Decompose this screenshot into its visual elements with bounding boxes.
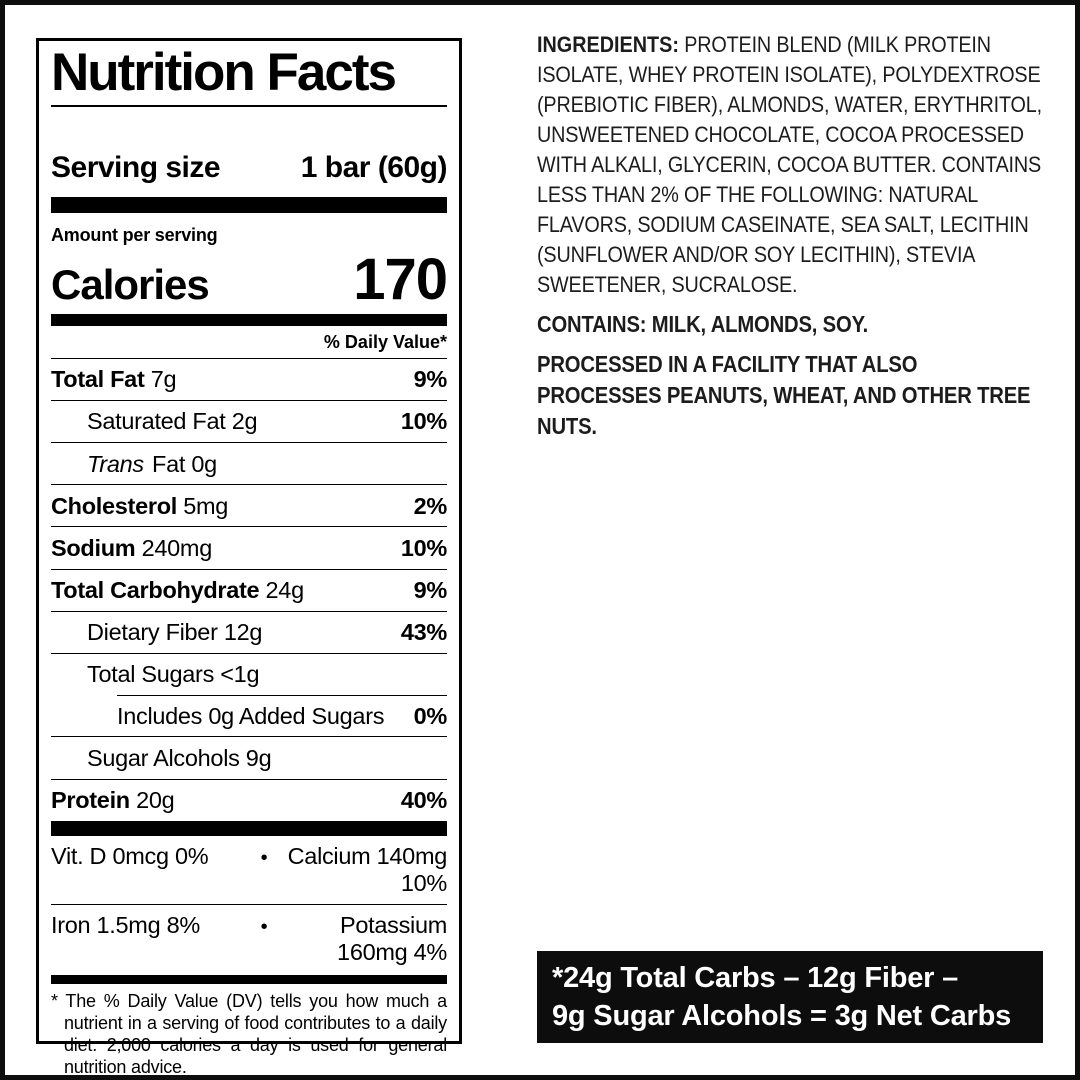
nutrient-row — [51, 653, 447, 695]
serving-size-row — [51, 151, 447, 185]
small-divider-bar — [51, 975, 447, 984]
nutrient-daily-value: 10% — [400, 408, 447, 435]
ingredients-panel — [537, 30, 1043, 442]
calcium-value: Calcium 140mg 10% — [287, 842, 447, 896]
nutrient-row — [51, 695, 447, 736]
contains-statement: CONTAINS: MILK, ALMONDS, SOY. — [537, 311, 869, 337]
nutrient-name: Total Fat 7g — [51, 366, 177, 393]
nutrient-daily-value: 9% — [413, 577, 447, 604]
nutrient-row — [51, 484, 447, 526]
nutrient-daily-value: 0% — [413, 702, 447, 729]
nutrient-daily-value: 9% — [413, 366, 447, 393]
nutrient-row — [51, 358, 447, 400]
medium-divider-bar — [51, 314, 447, 326]
amount-per-serving-label: Amount per serving — [51, 224, 218, 245]
ingredients-text: PROTEIN BLEND (MILK PROTEIN ISOLATE, WHEY PROTEIN ISOLATE), POLYDEXTROSE (PREBIOTIC FIBER), ALMONDS, WATER, ERYTHRITOL, UNSWEETENED CHOCOLATE, COCOA PROCESSED WITH ALKALI, GLYCERIN, COCOA BUTTER. CONTAINS LESS THAN 2% OF THE FOLLOWING: NATURAL FLAVORS, SODIUM CASEINATE, SEA SALT, LECITHIN (SUNFLOWER AND/OR SOY LECITHIN), STEVIA SWEETENER, SUCRALOSE. — [537, 32, 1042, 297]
nutrient-row — [51, 442, 447, 484]
ingredients-label: INGREDIENTS: — [537, 32, 679, 57]
daily-value-header: % Daily Value* — [323, 331, 447, 352]
potassium-value: Potassium 160mg 4% — [337, 911, 447, 965]
nutrient-row — [51, 569, 447, 611]
nutrient-row — [51, 611, 447, 653]
nutrient-rows — [51, 358, 447, 821]
nutrition-facts-label — [36, 38, 462, 1077]
serving-size-label: Serving size — [51, 150, 221, 184]
nutrient-row — [51, 779, 447, 821]
nutrient-name: Sugar Alcohols 9g — [87, 744, 272, 771]
daily-value-footnote: * The % Daily Value (DV) tells you how much a nutrient in a serving of food contributes to a daily diet. 2,000 calories a day is used for general nutrition advice. — [51, 990, 447, 1077]
calories-row — [51, 246, 447, 312]
facility-statement: PROCESSED IN A FACILITY THAT ALSO PROCESSES PEANUTS, WHEAT, AND OTHER TREE NUTS. — [537, 351, 1031, 439]
net-carbs-line1: *24g Total Carbs – 12g Fiber – — [552, 962, 959, 994]
net-carbs-line2: 9g Sugar Alcohols = 3g Net Carbs — [552, 1000, 1012, 1032]
nutrient-daily-value: 40% — [400, 787, 447, 814]
nutrient-name: Cholesterol 5mg — [51, 492, 229, 519]
nutrient-name: Protein 20g — [51, 787, 175, 814]
nutrient-name: Dietary Fiber 12g — [87, 619, 263, 646]
net-carbs-banner — [537, 951, 1043, 1043]
nutrient-name: Trans Fat 0g — [87, 450, 217, 477]
bullet-separator: • — [260, 846, 268, 869]
nutrient-name: Total Carbohydrate 24g — [51, 577, 304, 604]
nutrition-facts-title: Nutrition Facts — [51, 43, 395, 102]
bullet-separator: • — [260, 915, 268, 938]
nutrient-row — [51, 526, 447, 568]
micronutrient-row — [51, 905, 447, 973]
nutrient-daily-value: 2% — [413, 492, 447, 519]
serving-size-value: 1 bar (60g) — [300, 150, 447, 184]
thick-divider-bar — [51, 197, 447, 213]
nutrient-daily-value: 43% — [400, 619, 447, 646]
nutrient-row — [51, 736, 447, 778]
vitamin-d-value: Vit. D 0mcg 0% — [51, 842, 209, 869]
iron-value: Iron 1.5mg 8% — [51, 911, 200, 938]
calories-label: Calories — [51, 260, 209, 308]
ingredients-paragraph — [537, 30, 1043, 300]
nutrient-name: Sodium 240mg — [51, 534, 212, 561]
micronutrient-row — [51, 836, 447, 905]
nutrient-name: Total Sugars <1g — [87, 661, 260, 688]
nutrient-daily-value: 10% — [400, 534, 447, 561]
calories-value: 170 — [353, 246, 447, 312]
thick-divider-bar — [51, 821, 447, 836]
nutrient-row — [51, 400, 447, 442]
title-divider — [51, 105, 447, 107]
nutrient-name: Includes 0g Added Sugars — [117, 702, 385, 729]
nutrient-name: Saturated Fat 2g — [87, 408, 258, 435]
